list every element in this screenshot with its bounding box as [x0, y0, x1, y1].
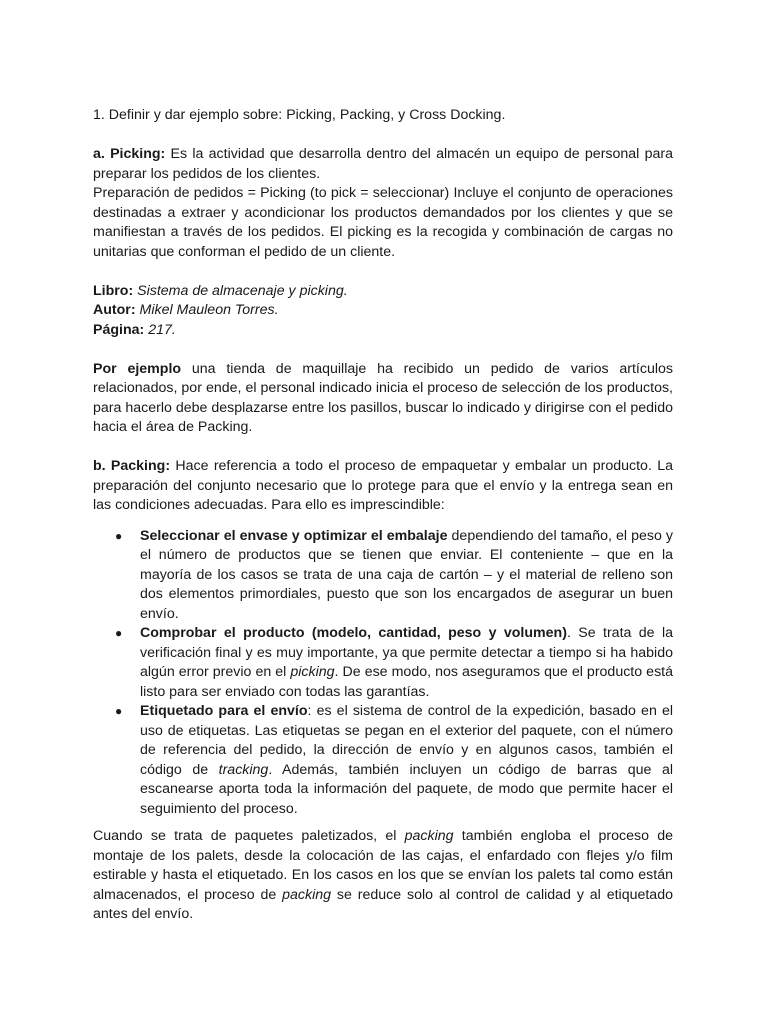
page-label: Página:: [93, 321, 145, 338]
closing-text: Cuando se trata de paquetes paletizados, el: [93, 828, 405, 844]
bullet-marker: ●: [115, 704, 123, 718]
list-item-text: : es el sistema de control de la expedición, basado en el uso de etiquetas. Las etiquetas se pegan en el exterior del paquete, con el número de referencia del pedido, la dirección de envío y en algunos casos, también el código de: [140, 703, 673, 778]
list-item-bold: Comprobar el producto (modelo, cantidad, peso y volumen): [140, 625, 567, 641]
reference-page: [93, 321, 673, 341]
list-item-italic: picking: [290, 664, 335, 680]
packing-label: b. Packing:: [93, 458, 171, 474]
closing-italic: packing: [404, 828, 454, 844]
example-label: Por ejemplo: [93, 360, 182, 377]
closing-text: se reduce solo al control de calidad y al etiquetado antes del envío.: [93, 886, 673, 922]
bullet-marker: ●: [115, 528, 123, 543]
reference-book: [93, 282, 673, 302]
picking-paragraph: [93, 145, 673, 184]
packing-paragraph: [93, 457, 673, 516]
list-item-bold: Etiquetado para el envío: [140, 703, 308, 719]
author-value: Mikel Mauleon Torres.: [135, 302, 279, 318]
list-item: [93, 702, 673, 819]
list-item-text: . Además, también incluyen un código de barras que al escanearse aporta toda la información del paquete, de modo que permite hacer el seguimiento del proceso.: [140, 761, 673, 817]
list-item: [93, 624, 673, 702]
document-page: [93, 106, 673, 925]
reference-author: [93, 301, 673, 321]
closing-paragraph: [93, 827, 673, 925]
picking-definition: Preparación de pedidos = Picking (to pick = seleccionar) Incluye el conjunto de operaciones destinadas a extraer y acondicionar los productos demandados por los clientes y que se manifiestan a través de los pedidos. El picking es la recogida y combinación de cargas no unitarias que conforman el pedido de un cliente.: [93, 185, 673, 260]
bullet-marker: ●: [115, 626, 123, 640]
example-text: una tienda de maquillaje ha recibido un pedido de varios artículos relacionados, por ende, el personal indicado inicia el proceso de selección de los productos, para hacerlo debe desplazarse entre los pasillos, buscar lo indicado y dirigirse con el pedido hacia el área de Packing.: [93, 360, 673, 435]
page-value: 217.: [144, 321, 176, 338]
question-title: 1. Definir y dar ejemplo sobre: Picking, Packing, y Cross Docking.: [93, 107, 506, 123]
example-paragraph: [93, 360, 673, 438]
packing-requirements-list: [93, 527, 673, 820]
list-item: [93, 527, 673, 625]
packing-intro: Hace referencia a todo el proceso de empaquetar y embalar un producto. La preparación del conjunto necesario que lo protege para que el envío y la entrega sean en las condiciones adecuadas. Para ello es imprescindible:: [93, 458, 673, 513]
author-label: Autor:: [93, 302, 136, 318]
list-item-text: dependiendo del tamaño, el peso y el número de productos que se tienen que enviar. El conteniente – que en la mayoría de los casos se trata de una caja de cartón – y el material de relleno son dos elementos primordiales, puesto que son los encargados de asegurar un buen envío.: [140, 527, 673, 622]
closing-italic: packing: [282, 886, 332, 903]
list-item-text: . De ese modo, nos aseguramos que el producto está listo para ser enviado con todas las garantías.: [140, 664, 673, 700]
picking-label: a. Picking:: [93, 146, 166, 162]
closing-text: también engloba el proceso de montaje de los palets, desde la colocación de las cajas, el enfardado con flejes y/o film estirable y hasta el etiquetado. En los casos en los que se envían los palets tal como están almacenados, el proceso de: [93, 828, 673, 903]
list-item-text: . Se trata de la verificación final y es muy importante, ya que permite detectar a tiempo si ha habido algún error previo en el: [140, 625, 673, 680]
picking-intro: Es la actividad que desarrolla dentro del almacén un equipo de personal para preparar los pedidos de los clientes.: [93, 146, 673, 182]
list-item-italic: tracking: [218, 761, 269, 778]
book-value: Sistema de almacenaje y picking.: [133, 282, 348, 299]
list-item-bold: Seleccionar el envase y optimizar el embalaje: [140, 527, 448, 544]
book-label: Libro:: [93, 282, 134, 299]
